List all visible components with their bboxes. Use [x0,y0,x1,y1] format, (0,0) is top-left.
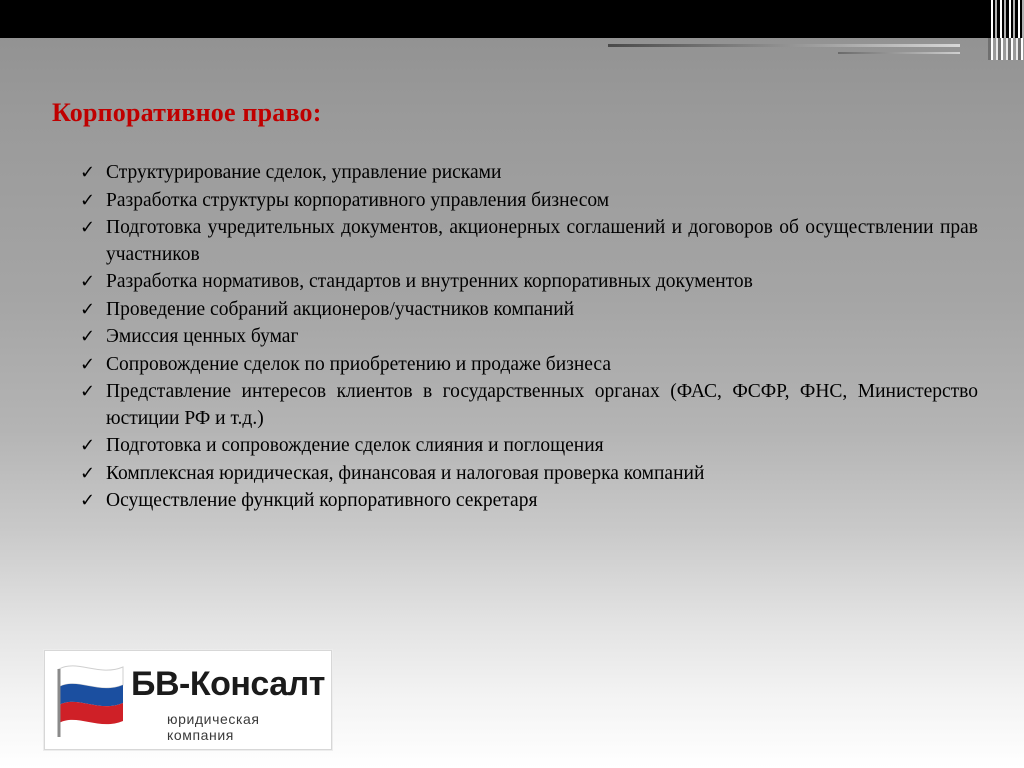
check-icon: ✓ [80,490,96,511]
check-icon: ✓ [80,462,96,484]
list-item [78,188,978,215]
list-item [78,461,978,488]
list-item-text: Осуществление функций корпоративного секретаря [106,490,538,511]
list-item-text: Разработка нормативов, стандартов и внутренних корпоративных документов [106,271,753,292]
list-item-text: Проведение собраний акционеров/участников компаний [106,298,575,320]
list-item [78,324,978,351]
decorative-stripes-secondary [988,38,1024,60]
flag-ribbon-icon [55,659,127,741]
top-black-band [0,0,1024,38]
list-item [78,297,978,324]
list-item-text: Подготовка учредительных документов, акционерных соглашений и договоров об осуществлении прав участников [106,217,978,265]
list-item [78,433,978,460]
check-icon: ✓ [80,271,96,292]
check-icon: ✓ [80,298,96,320]
list-item-text: Комплексная юридическая, финансовая и налоговая проверка компаний [106,462,705,484]
bullet-list [78,160,978,516]
list-item [78,379,978,432]
company-logo [44,650,332,750]
list-item-text: Сопровождение сделок по приобретению и продаже бизнеса [106,353,611,375]
list-item-text: Эмиссия ценных бумаг [106,326,299,347]
logo-tagline: юридическая компания [167,711,260,743]
list-item-text: Представление интересов клиентов в государственных органах (ФАС, ФСФР, ФНС, Министерство юстиции РФ и т.д.) [106,381,978,429]
logo-name: БВ-Консалт [131,665,325,703]
check-icon: ✓ [80,162,96,183]
check-icon: ✓ [80,217,96,238]
list-item [78,269,978,296]
check-icon: ✓ [80,189,96,211]
list-item [78,215,978,268]
list-item-text: Структурирование сделок, управление рисками [106,162,502,183]
decorative-line-primary [608,44,960,47]
list-item [78,488,978,515]
check-icon: ✓ [80,381,96,402]
list-item [78,160,978,187]
list-item-text: Разработка структуры корпоративного управления бизнесом [106,189,610,211]
list-item [78,352,978,379]
check-icon: ✓ [80,326,96,347]
list-item-text: Подготовка и сопровождение сделок слияния и поглощения [106,435,604,456]
slide-title: Корпоративное право: [52,98,322,127]
decorative-line-secondary [838,52,960,54]
check-icon: ✓ [80,435,96,456]
check-icon: ✓ [80,353,96,375]
